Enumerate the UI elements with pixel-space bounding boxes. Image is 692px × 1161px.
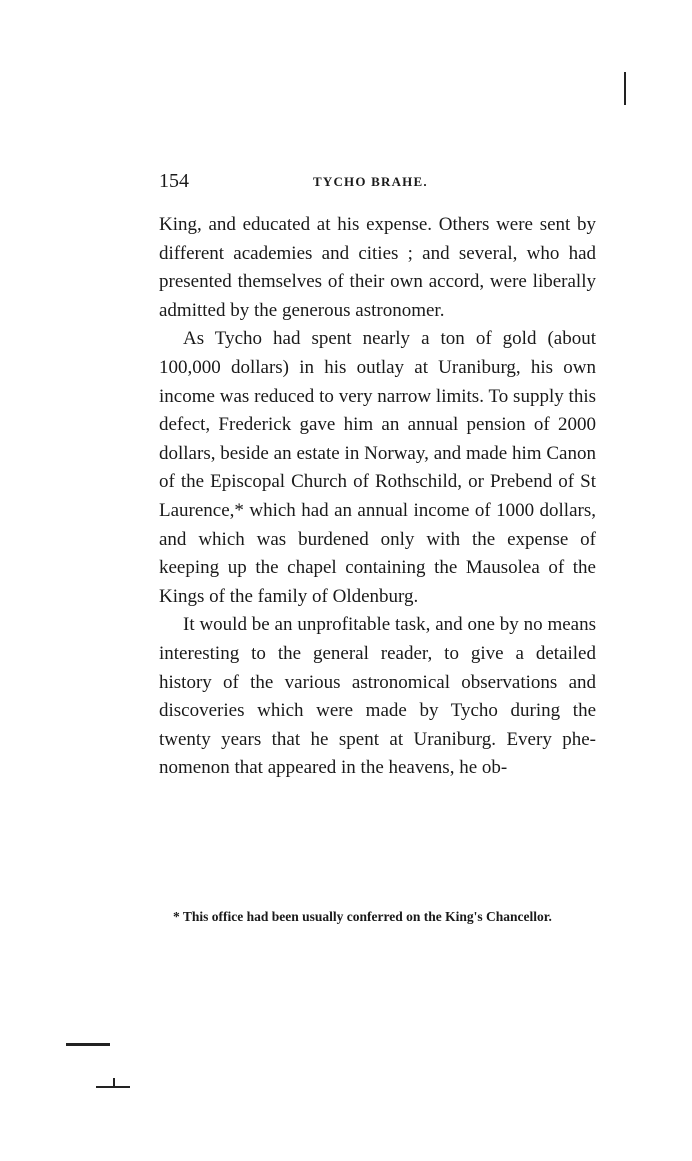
page-header xyxy=(159,168,596,194)
footnote-text: * This office had been usually conferred on the King's Chancellor. xyxy=(173,909,552,924)
paragraph-1: King, and educated at his expense. Others were sent by different academies and cities ; and several, who had presented themselves of their own accord, were liberally admitted by the generous astronomer. xyxy=(159,214,596,321)
body-text xyxy=(159,211,596,783)
scan-mark xyxy=(96,1078,130,1092)
paragraph-2: As Tycho had spent nearly a ton of gold (about 100,000 dollars) in his outlay at Uraniburg, his own income was reduced to very narrow limits. To supply this defect, Frederick gave him an annual pension of 2000 dollars, beside an estate in Norway, and made him Canon of the Episcopal Church of Rothschild, or Prebend of St Laurence,* which had an annual income of 1000 dollars, and which was burdened only with the expense of keeping up the chapel containing the Mausolea of the Kings of the family of Oldenburg. xyxy=(159,328,596,607)
paragraph-3: It would be an unprofitable task, and one by no means interesting to the general reader, to give a detailed history of the various astronomical observations and discoveries which were made by Tycho during the twenty years that he spent at Uraniburg. Every phenomenon that appeared in the heavens, he ob- xyxy=(159,614,596,779)
footnote xyxy=(159,906,596,927)
scan-mark xyxy=(66,1043,110,1046)
scan-mark-stroke xyxy=(113,1078,115,1087)
page-number: 154 xyxy=(159,170,189,192)
running-title: TYCHO BRAHE. xyxy=(313,174,428,189)
margin-rule xyxy=(624,72,626,105)
